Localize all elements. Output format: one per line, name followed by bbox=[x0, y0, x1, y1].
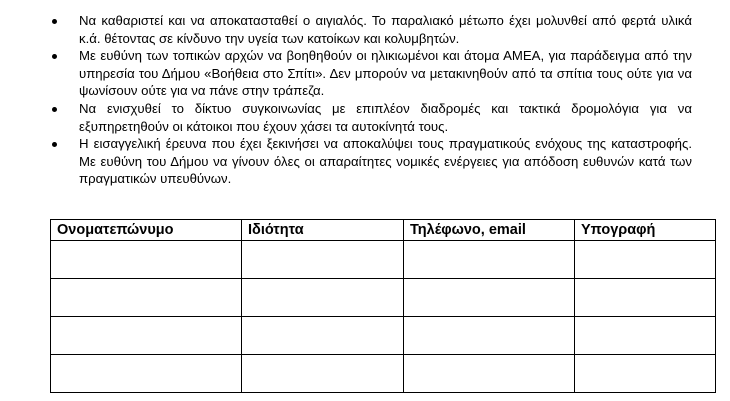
demand-text: Η εισαγγελική έρευνα που έχει ξεκινήσει να αποκαλύψει τους πραγματικούς ενόχους της καταστροφής. Με ευθύνη του Δήμου να γίνουν όλες οι απαραίτητες νομικές ενέργειες για απόδοση ευθυνών κατά των πραγματικών υπευθύνων. bbox=[79, 136, 692, 187]
name-cell[interactable] bbox=[51, 279, 242, 317]
demands-list bbox=[52, 12, 692, 188]
demand-item bbox=[52, 100, 692, 135]
capacity-cell[interactable] bbox=[242, 241, 404, 279]
name-cell[interactable] bbox=[51, 355, 242, 393]
column-header-capacity: Ιδιότητα bbox=[242, 220, 404, 241]
bullet-icon bbox=[52, 54, 57, 59]
signature-cell[interactable] bbox=[575, 355, 716, 393]
contact-cell[interactable] bbox=[404, 355, 575, 393]
contact-cell[interactable] bbox=[404, 317, 575, 355]
table-row bbox=[51, 355, 716, 393]
demand-text: Με ευθύνη των τοπικών αρχών να βοηθηθούν οι ηλικιωμένοι και άτομα ΑΜΕΑ, για παράδειγμα από την υπηρεσία του Δήμου «Βοήθεια στο Σπίτι». Δεν μπορούν να μετακινηθούν από τα σπίτια τους ούτε για να ψωνίσουν ούτε για να πάνε στην τράπεζα. bbox=[79, 48, 692, 99]
capacity-cell[interactable] bbox=[242, 355, 404, 393]
contact-cell[interactable] bbox=[404, 241, 575, 279]
contact-cell[interactable] bbox=[404, 279, 575, 317]
table-row bbox=[51, 279, 716, 317]
demand-text: Να ενισχυθεί το δίκτυο συγκοινωνίας με επιπλέον διαδρομές και τακτικά δρομολόγια για να εξυπηρετηθούν οι κάτοικοι που έχουν χάσει τα αυτοκίνητά τους. bbox=[79, 100, 692, 134]
column-header-signature: Υπογραφή bbox=[575, 220, 716, 241]
demand-item bbox=[52, 135, 692, 188]
column-header-contact: Τηλέφωνο, email bbox=[404, 220, 575, 241]
table-row bbox=[51, 241, 716, 279]
demand-item bbox=[52, 47, 692, 100]
bullet-icon bbox=[52, 107, 57, 112]
name-cell[interactable] bbox=[51, 241, 242, 279]
capacity-cell[interactable] bbox=[242, 317, 404, 355]
name-cell[interactable] bbox=[51, 317, 242, 355]
demand-text: Να καθαριστεί και να αποκατασταθεί ο αιγιαλός. Το παραλιακό μέτωπο έχει μολυνθεί από φερτά υλικά κ.ά. θέτοντας σε κίνδυνο την υγεία των κατοίκων και κολυμβητών. bbox=[79, 13, 692, 46]
bullet-icon bbox=[52, 19, 57, 24]
signature-table bbox=[50, 219, 716, 393]
signature-cell[interactable] bbox=[575, 317, 716, 355]
demand-item bbox=[52, 12, 692, 47]
signature-cell[interactable] bbox=[575, 279, 716, 317]
table-row bbox=[51, 317, 716, 355]
capacity-cell[interactable] bbox=[242, 279, 404, 317]
table-header-row bbox=[51, 220, 716, 241]
bullet-icon bbox=[52, 142, 57, 147]
signature-cell[interactable] bbox=[575, 241, 716, 279]
column-header-name: Ονοματεπώνυμο bbox=[51, 220, 242, 241]
